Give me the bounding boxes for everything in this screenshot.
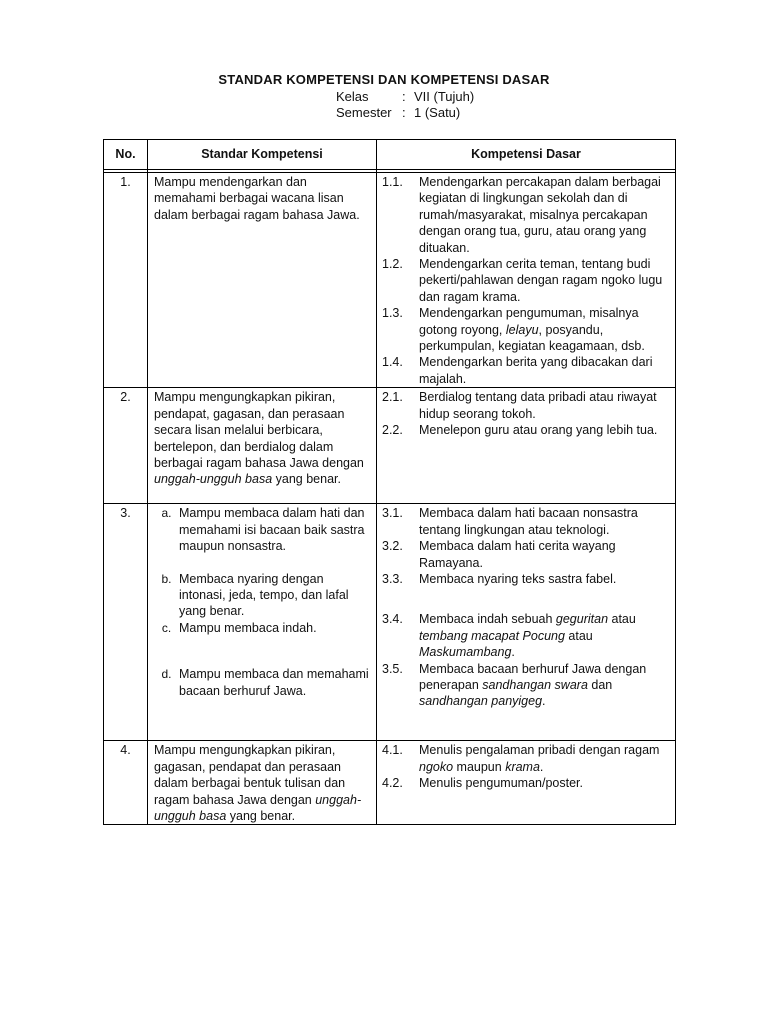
kd-text: [419, 661, 671, 710]
document-header: [0, 72, 768, 87]
kd-item: [382, 305, 671, 354]
semester-label: Semester: [336, 105, 392, 120]
kd-number: 2.2.: [382, 423, 403, 438]
kd-text: Berdialog tentang data pribadi atau riwayat hidup seorang tokoh.: [419, 390, 657, 421]
header-no: No.: [104, 140, 148, 170]
kd-text: Menelepon guru atau orang yang lebih tua.: [419, 423, 658, 438]
sk-sub-text: Membaca nyaring dengan intonasi, jeda, tempo, dan lafal yang benar.: [179, 571, 349, 619]
kd-text: Mendengarkan cerita teman, tentang budi pekerti/pahlawan dengan ragam ngoko lugu dan ragam krama.: [419, 257, 663, 304]
kd-item: [382, 256, 671, 305]
kd-text-part: atau: [564, 628, 593, 643]
standar-kompetensi-cell: [148, 504, 377, 741]
standar-kompetensi-cell: Mampu mendengarkan dan memahami berbagai wacana lisan dalam berbagai ragam bahasa Jawa.: [148, 173, 377, 388]
kompetensi-dasar-cell: [377, 741, 676, 825]
table-row: [104, 388, 676, 504]
kd-text-part: .: [542, 694, 546, 709]
kd-number: 4.2.: [382, 776, 403, 791]
kelas-value: VII (Tujuh): [414, 89, 475, 104]
kd-number: 4.1.: [382, 743, 403, 758]
sk-sub-text: Mampu membaca dan memahami bacaan berhuruf Jawa.: [179, 667, 369, 698]
kd-number: 1.3.: [382, 306, 403, 321]
kd-item: [382, 422, 671, 438]
kd-text: [419, 611, 671, 660]
sk-sub-letter: c.: [161, 620, 172, 635]
kompetensi-dasar-cell: [377, 388, 676, 504]
sk-text-italic: unggah-ungguh basa: [154, 792, 362, 823]
kd-text-part: Membaca bacaan berhuruf Jawa dengan penerapan: [419, 661, 647, 692]
kd-text-italic: sandhangan panyigeg: [419, 694, 543, 709]
table-row: [104, 504, 676, 741]
sk-sub-text: Mampu membaca indah.: [179, 620, 317, 635]
kd-text-part: atau: [608, 612, 636, 627]
row-number: 2.: [104, 388, 148, 504]
sk-sub-text: Mampu membaca dalam hati dan memahami isi bacaan baik sastra maupun nonsastra.: [179, 506, 365, 554]
kd-number: 3.2.: [382, 539, 403, 554]
sk-sub-item: [154, 666, 372, 699]
row-number: 3.: [104, 504, 148, 741]
header-kompetensi-dasar: Kompetensi Dasar: [377, 140, 676, 170]
sk-sub-letter: a.: [161, 506, 172, 521]
kd-number: 3.3.: [382, 571, 403, 586]
sk-text-italic: unggah-ungguh basa: [154, 472, 273, 487]
kd-text-italic: Maskumambang: [419, 645, 512, 660]
kd-item: [382, 505, 671, 538]
kd-text-part: Menulis pengalaman pribadi dengan ragam: [419, 743, 660, 758]
kd-text-part: maupun: [453, 759, 506, 774]
kd-item: [382, 571, 671, 587]
kd-number: 1.4.: [382, 355, 403, 370]
sk-sub-item: [154, 505, 372, 554]
kelas-row: [336, 89, 474, 104]
kd-item: [382, 742, 671, 775]
kd-number: 3.4.: [382, 612, 403, 627]
row-number: 1.: [104, 173, 148, 388]
kd-number: 2.1.: [382, 390, 403, 405]
standar-kompetensi-cell: [148, 388, 377, 504]
sk-text-part: Mampu mengungkapkan pikiran, gagasan, pendapat dan perasaan dalam berbagai bentuk tulisan dan ragam bahasa Jawa dengan: [154, 743, 346, 807]
sk-sub-item: [154, 620, 372, 636]
kd-item: [382, 538, 671, 571]
kd-item: [382, 661, 671, 710]
sk-sub-letter: d.: [161, 667, 172, 682]
kd-text-italic: ngoko: [419, 759, 454, 774]
kd-text: [419, 305, 671, 354]
kd-text-italic: tembang macapat Pocung: [419, 628, 565, 643]
kd-text-italic: sandhangan swara: [482, 677, 588, 692]
kelas-colon: :: [402, 89, 406, 104]
kd-text-part: .: [511, 645, 515, 660]
sk-sub-item: [154, 571, 372, 620]
table-header-row: [104, 140, 676, 170]
kd-number: 1.2.: [382, 257, 403, 272]
sk-text-part: Mampu mengungkapkan pikiran, pendapat, gagasan, dan perasaan secara lisan melalui berbicara, bertelepon, dan berdialog dalam berbagai ragam bahasa Jawa dengan: [154, 390, 364, 470]
semester-value: 1 (Satu): [414, 105, 461, 120]
kelas-label: Kelas: [336, 89, 369, 104]
kd-text: Mendengarkan percakapan dalam berbagai kegiatan di lingkungan sekolah dan di rumah/masyarakat, misalnya percakapan dengan orang tua, guru, atau orang yang dituakan.: [419, 175, 661, 255]
kd-text-italic: krama: [505, 759, 540, 774]
kompetensi-dasar-cell: [377, 173, 676, 388]
kd-text: Membaca dalam hati cerita wayang Ramayana.: [419, 539, 616, 570]
semester-row: [336, 105, 460, 120]
kd-text-part: dan: [587, 677, 613, 692]
row-number: 4.: [104, 741, 148, 825]
sk-sub-letter: b.: [161, 571, 172, 586]
kd-number: 1.1.: [382, 175, 403, 189]
document-title: STANDAR KOMPETENSI DAN KOMPETENSI DASAR: [218, 72, 550, 87]
kd-text-italic: geguritan: [555, 612, 609, 627]
header-standar-kompetensi: Standar Kompetensi: [148, 140, 377, 170]
kd-item: [382, 775, 671, 791]
kd-item: [382, 611, 671, 660]
standar-kompetensi-cell: [148, 741, 377, 825]
kd-text-italic: lelayu: [505, 322, 539, 337]
kd-text-part: .: [539, 759, 544, 774]
kd-text: [419, 742, 671, 775]
kd-text: Membaca dalam hati bacaan nonsastra tentang lingkungan atau teknologi.: [419, 506, 638, 537]
sk-text-part: yang benar.: [272, 472, 341, 487]
kd-text: Menulis pengumuman/poster.: [419, 776, 583, 791]
competency-table: [103, 139, 676, 825]
kd-number: 3.1.: [382, 506, 403, 521]
table-row: [104, 173, 676, 388]
kd-text-part: Mendengarkan pengumuman, misalnya gotong royong,: [419, 306, 639, 337]
table-row: [104, 741, 676, 825]
sk-text-part: yang benar.: [226, 808, 296, 823]
kd-text-part: Membaca indah sebuah: [419, 612, 556, 627]
kd-text-part: , posyandu, perkumpulan, kegiatan keagamaan, dsb.: [419, 322, 645, 354]
kompetensi-dasar-cell: [377, 504, 676, 741]
semester-colon: :: [402, 105, 406, 120]
kd-item: [382, 389, 671, 422]
kd-item: [382, 174, 671, 256]
kd-item: [382, 354, 671, 387]
kd-text: Membaca nyaring teks sastra fabel.: [419, 571, 617, 586]
kd-number: 3.5.: [382, 661, 403, 676]
kd-text: Mendengarkan berita yang dibacakan dari majalah.: [419, 355, 653, 386]
